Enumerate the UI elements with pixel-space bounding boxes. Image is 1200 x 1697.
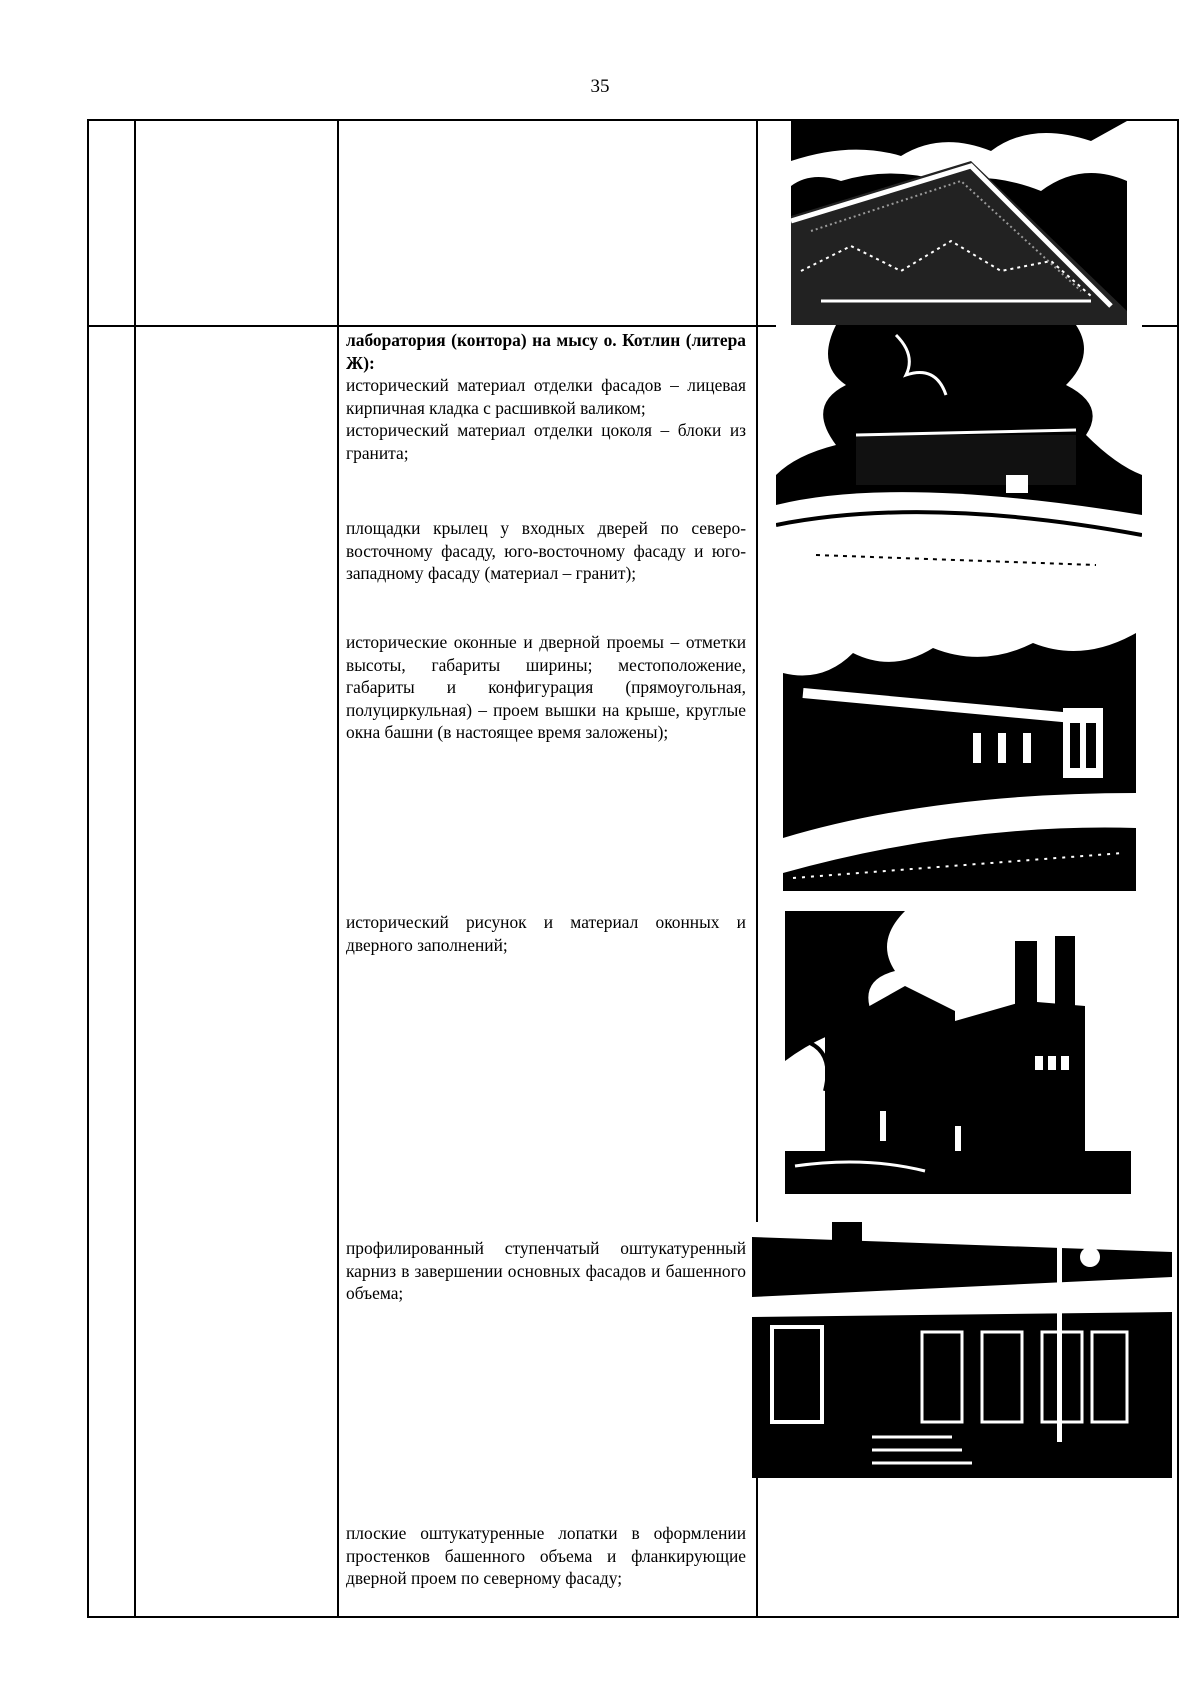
list-item: исторический рисунок и материал оконных и дверного заполнений; bbox=[346, 912, 746, 955]
list-item: площадки крылец у входных дверей по северо-восточному фасаду, юго-восточному фасаду и юго-западному фасаду (материал – гранит); bbox=[346, 518, 746, 583]
list-item: профилированный ступенчатый оштукатуренный карниз в завершении основных фасадов и башенного объема; bbox=[346, 1238, 746, 1303]
section-text bbox=[346, 329, 746, 464]
section-heading: лаборатория (контора) на мысу о. Котлин (литера Ж): bbox=[346, 330, 746, 373]
section-text bbox=[346, 517, 746, 585]
laboratory-building-photo bbox=[776, 325, 1142, 587]
list-item: исторический материал отделки фасадов – лицевая кирпичная кладка с расшивкой валиком; bbox=[346, 375, 746, 418]
list-item: плоские оштукатуренные лопатки в оформлении простенков башенного объема и фланкирующие дверной проем по северному фасаду; bbox=[346, 1523, 746, 1588]
section-text bbox=[346, 911, 746, 956]
list-item: исторический материал отделки цоколя – блоки из гранита; bbox=[346, 420, 746, 463]
section-text bbox=[346, 1522, 746, 1590]
table-column-divider bbox=[134, 119, 136, 1618]
table-column-divider bbox=[337, 119, 339, 1618]
table-border-left bbox=[87, 119, 89, 1618]
page-number: 35 bbox=[590, 76, 610, 97]
building-with-chimneys-photo bbox=[785, 911, 1131, 1194]
building-with-tower-photo bbox=[783, 623, 1136, 891]
facade-cornice-photo bbox=[752, 1222, 1172, 1478]
table-border-bottom bbox=[87, 1616, 1179, 1618]
building-pediment-photo bbox=[791, 121, 1127, 325]
section-text bbox=[346, 631, 746, 744]
table-border-right bbox=[1177, 119, 1179, 1618]
section-text bbox=[346, 1237, 746, 1305]
list-item: исторические оконные и дверной проемы – отметки высоты, габариты ширины; местоположение, габариты и конфигурация (прямоугольная, полуциркульная) – проем вышки на крыше, круглые окна башни (в настоящее время заложены); bbox=[346, 632, 746, 742]
